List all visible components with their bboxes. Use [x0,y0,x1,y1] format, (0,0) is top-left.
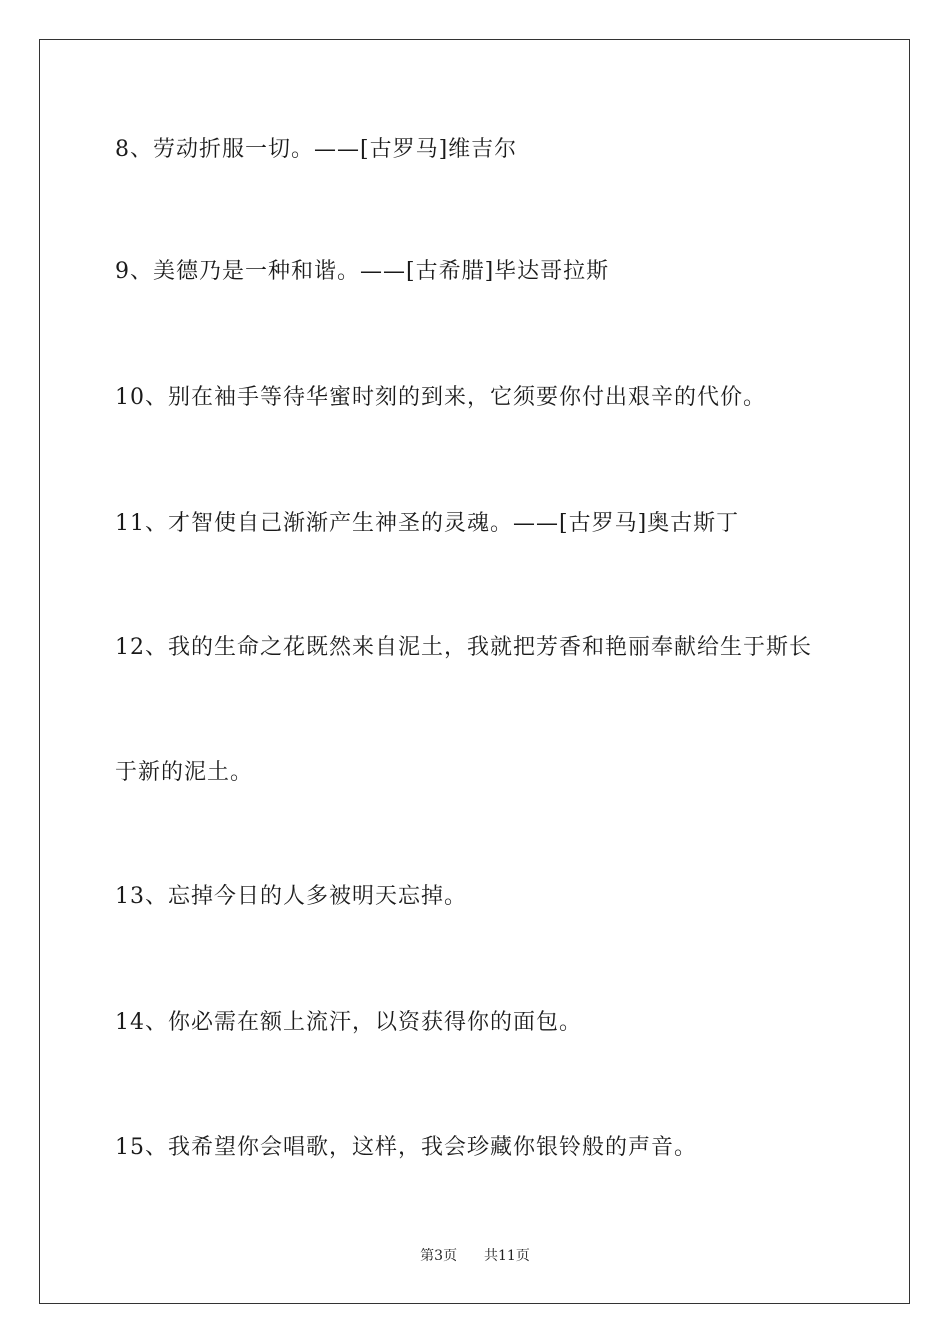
page-number: 第3页 [420,1248,458,1264]
quote-line-10: 10、别在袖手等待华蜜时刻的到来，它须要你付出艰辛的代价。 [115,385,766,410]
quote-line-9: 9、美德乃是一种和谐。——[古希腊]毕达哥拉斯 [115,259,610,284]
quote-line-8: 8、劳动折服一切。——[古罗马]维吉尔 [115,137,518,162]
quote-line-12-continued: 于新的泥土。 [115,760,254,785]
quote-line-15: 15、我希望你会唱歌，这样，我会珍藏你银铃般的声音。 [115,1135,697,1160]
page-frame [39,39,910,1304]
quote-line-14: 14、你必需在额上流汗，以资获得你的面包。 [115,1010,582,1035]
quote-line-12: 12、我的生命之花既然来自泥土，我就把芳香和艳丽奉献给生于斯长 [115,635,812,660]
quote-line-11: 11、才智使自己渐渐产生神圣的灵魂。——[古罗马]奥古斯丁 [115,511,740,536]
page-footer [0,1247,950,1265]
quote-line-13: 13、忘掉今日的人多被明天忘掉。 [115,884,467,909]
page-total: 共11页 [484,1248,530,1264]
